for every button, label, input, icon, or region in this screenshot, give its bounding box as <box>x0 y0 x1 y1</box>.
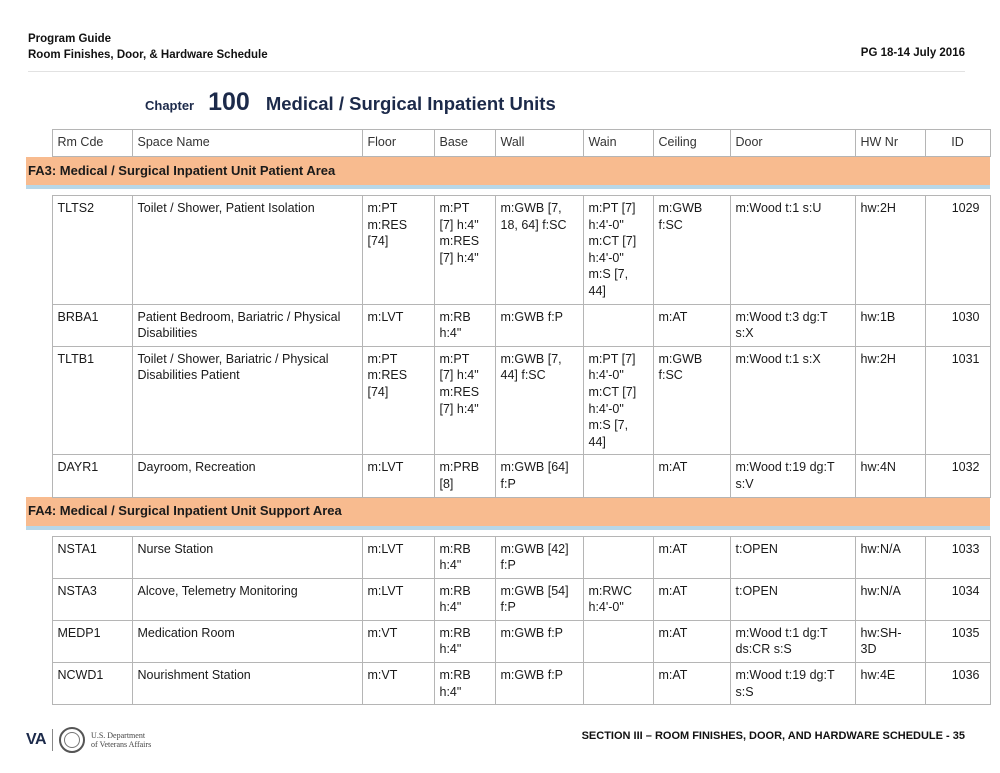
cell-line: TLTS2 <box>57 201 95 215</box>
cell-id <box>925 346 990 455</box>
cell-wain <box>583 346 653 455</box>
cell-rm-cde <box>52 196 132 305</box>
cell-line: ds:CR s:S <box>735 642 792 657</box>
cell-rm-cde <box>52 346 132 455</box>
col-header-base: Base <box>434 130 495 157</box>
cell-line: f:SC <box>658 368 683 383</box>
table-row <box>26 620 990 662</box>
va-wordmark: VA <box>26 731 47 748</box>
logo-divider <box>52 729 53 751</box>
cell-line: m:PT <box>367 351 398 366</box>
cell-line: h:4'-0" <box>588 600 624 615</box>
cell-line: m:LVT <box>367 583 404 598</box>
cell-line: m:LVT <box>367 460 404 475</box>
chapter-heading <box>145 88 556 117</box>
table-row <box>26 536 990 578</box>
cell-line: Disabilities Patient <box>137 368 240 383</box>
cell-line: h:4" <box>439 600 462 615</box>
header-divider <box>28 71 965 72</box>
cell-wall <box>495 663 583 705</box>
cell-line: m:PRB <box>439 460 480 475</box>
cell-line: f:P <box>500 476 516 491</box>
cell-line: h:4" <box>439 684 462 699</box>
cell-line: h:4'-0" <box>588 250 624 265</box>
cell-base <box>434 346 495 455</box>
cell-door <box>730 304 855 346</box>
cell-line: 18, 64] f:SC <box>500 217 567 232</box>
cell-line: 44] <box>588 283 606 298</box>
cell-wain <box>583 578 653 620</box>
col-header-wall: Wall <box>495 130 583 157</box>
cell-line: h:4'-0" <box>588 401 624 416</box>
cell-line: hw:4E <box>860 668 896 683</box>
cell-space-name <box>132 196 362 305</box>
footer-section-page: SECTION III – ROOM FINISHES, DOOR, AND HARDWARE SCHEDULE - 35 <box>581 730 965 742</box>
cell-wain <box>583 536 653 578</box>
chapter-label: Chapter <box>145 98 195 113</box>
cell-line: m:GWB f:P <box>500 309 563 324</box>
cell-door <box>730 196 855 305</box>
cell-wall <box>495 578 583 620</box>
cell-line: Dayroom, Recreation <box>137 460 256 475</box>
cell-line: m:AT <box>658 541 688 556</box>
col-header-hw-nr: HW Nr <box>855 130 925 157</box>
cell-line: m:S [7, <box>588 418 629 433</box>
cell-line: h:4'-0" <box>588 217 624 232</box>
cell-id <box>925 536 990 578</box>
cell-ceiling <box>653 578 730 620</box>
cell-line: m:Wood t:1 s:X <box>735 351 821 366</box>
cell-space-name <box>132 663 362 705</box>
cell-line: NSTA3 <box>57 583 97 598</box>
cell-line: 1030 <box>951 309 980 324</box>
cell-line: t:OPEN <box>735 541 778 556</box>
cell-line: m:CT [7] <box>588 234 637 249</box>
cell-line: m:Wood t:1 s:U <box>735 201 822 215</box>
cell-line: 1034 <box>951 583 980 598</box>
cell-line: NCWD1 <box>57 668 104 683</box>
header-program-guide: Program Guide <box>28 33 112 45</box>
col-header-id: ID <box>925 130 990 157</box>
cell-hw-nr <box>855 346 925 455</box>
cell-line: m:AT <box>658 625 688 640</box>
cell-space-name <box>132 578 362 620</box>
cell-line: h:4'-0" <box>588 368 624 383</box>
cell-line: m:CT [7] <box>588 384 637 399</box>
cell-space-name <box>132 536 362 578</box>
cell-ceiling <box>653 346 730 455</box>
section-header-row <box>26 157 990 188</box>
cell-ceiling <box>653 536 730 578</box>
cell-line: Toilet / Shower, Patient Isolation <box>137 201 315 215</box>
department-line-1: U.S. Department <box>91 731 146 740</box>
cell-line: Nourishment Station <box>137 668 251 683</box>
table-row <box>26 346 990 455</box>
cell-wall <box>495 536 583 578</box>
table-header-row <box>26 130 990 157</box>
cell-door <box>730 663 855 705</box>
cell-line: TLTB1 <box>57 351 95 366</box>
cell-line: m:AT <box>658 668 688 683</box>
cell-rm-cde <box>52 578 132 620</box>
cell-base <box>434 304 495 346</box>
chapter-number: 100 <box>208 88 250 116</box>
cell-floor <box>362 346 434 455</box>
cell-line: m:LVT <box>367 309 404 324</box>
cell-wall <box>495 196 583 305</box>
cell-line: 1035 <box>951 625 980 640</box>
cell-line: m:Wood t:19 dg:T <box>735 460 835 475</box>
cell-line: [8] <box>439 476 454 491</box>
cell-base <box>434 536 495 578</box>
cell-line: hw:1B <box>860 309 896 324</box>
cell-line: m:RWC <box>588 583 633 598</box>
col-header-ceiling: Ceiling <box>653 130 730 157</box>
cell-id <box>925 304 990 346</box>
cell-line: t:OPEN <box>735 583 778 598</box>
cell-line: m:RB <box>439 583 471 598</box>
cell-line: 44] f:SC <box>500 368 546 383</box>
cell-line: 1032 <box>951 460 980 475</box>
department-name <box>91 731 151 749</box>
va-seal-icon <box>59 727 85 753</box>
cell-line: m:GWB <box>658 351 703 366</box>
cell-line: m:GWB [42] <box>500 541 569 556</box>
section-header-row <box>26 497 990 528</box>
cell-line: Patient Bedroom, Bariatric / Physical <box>137 309 341 324</box>
cell-wall <box>495 620 583 662</box>
cell-hw-nr <box>855 455 925 497</box>
cell-line: hw:4N <box>860 460 896 475</box>
cell-floor <box>362 536 434 578</box>
cell-line: m:RES <box>439 384 480 399</box>
cell-ceiling <box>653 620 730 662</box>
va-logo <box>26 727 151 753</box>
table-row <box>26 196 990 305</box>
cell-line: m:RES <box>367 217 408 232</box>
cell-line: DAYR1 <box>57 460 99 475</box>
cell-wain <box>583 620 653 662</box>
cell-space-name <box>132 455 362 497</box>
cell-ceiling <box>653 304 730 346</box>
cell-line: m:PT <box>367 201 398 215</box>
table-row <box>26 578 990 620</box>
cell-wall <box>495 304 583 346</box>
cell-line: m:PT <box>439 351 470 366</box>
cell-wain <box>583 455 653 497</box>
cell-line: m:RB <box>439 668 471 683</box>
cell-space-name <box>132 304 362 346</box>
cell-rm-cde <box>52 455 132 497</box>
cell-wall <box>495 346 583 455</box>
cell-line: hw:2H <box>860 351 896 366</box>
col-header-floor: Floor <box>362 130 434 157</box>
cell-base <box>434 620 495 662</box>
table-body <box>26 157 990 705</box>
cell-line: m:RES <box>367 368 408 383</box>
cell-rm-cde <box>52 304 132 346</box>
cell-line: m:AT <box>658 309 688 324</box>
cell-line: 1031 <box>951 351 980 366</box>
cell-line: m:PT <box>439 201 470 215</box>
cell-id <box>925 455 990 497</box>
cell-line: m:GWB <box>658 201 703 215</box>
department-line-2: of Veterans Affairs <box>91 740 152 749</box>
cell-line: m:S [7, <box>588 267 629 282</box>
cell-line: 1029 <box>951 201 980 215</box>
cell-door <box>730 346 855 455</box>
cell-line: 44] <box>588 434 606 449</box>
section-title: FA4: Medical / Surgical Inpatient Unit Support Area <box>26 497 990 528</box>
cell-line: m:RES <box>439 234 480 249</box>
cell-line: m:AT <box>658 460 688 475</box>
cell-ceiling <box>653 663 730 705</box>
cell-line: hw:2H <box>860 201 896 215</box>
cell-line: [7] h:4" <box>439 401 479 416</box>
cell-line: [7] h:4" <box>439 368 479 383</box>
cell-space-name <box>132 346 362 455</box>
table-row <box>26 663 990 705</box>
cell-line: m:AT <box>658 583 688 598</box>
cell-door <box>730 536 855 578</box>
cell-base <box>434 578 495 620</box>
cell-line: 1036 <box>951 668 980 683</box>
cell-id <box>925 663 990 705</box>
document-header <box>28 31 268 63</box>
cell-hw-nr <box>855 663 925 705</box>
cell-door <box>730 578 855 620</box>
cell-hw-nr <box>855 578 925 620</box>
col-header-wain: Wain <box>583 130 653 157</box>
cell-line: h:4" <box>439 326 462 341</box>
cell-ceiling <box>653 196 730 305</box>
table-row <box>26 304 990 346</box>
cell-line: Toilet / Shower, Bariatric / Physical <box>137 351 329 366</box>
cell-wain <box>583 196 653 305</box>
cell-line: m:RB <box>439 541 471 556</box>
cell-line: m:VT <box>367 668 398 683</box>
cell-line: [7] h:4" <box>439 217 479 232</box>
document-footer <box>26 718 965 758</box>
cell-line: [74] <box>367 384 389 399</box>
cell-wall <box>495 455 583 497</box>
cell-id <box>925 578 990 620</box>
header-doc-id: PG 18-14 July 2016 <box>860 47 965 59</box>
cell-line: m:VT <box>367 625 398 640</box>
cell-rm-cde <box>52 536 132 578</box>
cell-rm-cde <box>52 620 132 662</box>
cell-hw-nr <box>855 536 925 578</box>
cell-floor <box>362 455 434 497</box>
cell-base <box>434 663 495 705</box>
cell-floor <box>362 620 434 662</box>
cell-line: s:S <box>735 684 754 699</box>
cell-line: m:Wood t:19 dg:T <box>735 668 835 683</box>
cell-line: m:Wood t:1 dg:T <box>735 625 828 640</box>
cell-line: m:PT [7] <box>588 351 636 366</box>
cell-door <box>730 455 855 497</box>
cell-id <box>925 196 990 305</box>
cell-line: h:4" <box>439 558 462 573</box>
header-schedule-title: Room Finishes, Door, & Hardware Schedule <box>28 49 268 61</box>
cell-line: [74] <box>367 234 389 249</box>
cell-line: m:LVT <box>367 541 404 556</box>
cell-line: m:GWB f:P <box>500 625 563 640</box>
cell-line: m:GWB [64] <box>500 460 569 475</box>
cell-line: 1033 <box>951 541 980 556</box>
chapter-title: Medical / Surgical Inpatient Units <box>265 93 556 114</box>
cell-floor <box>362 578 434 620</box>
cell-line: BRBA1 <box>57 309 99 324</box>
cell-hw-nr <box>855 196 925 305</box>
cell-line: m:RB <box>439 625 471 640</box>
cell-hw-nr <box>855 304 925 346</box>
cell-door <box>730 620 855 662</box>
col-header-space-name: Space Name <box>132 130 362 157</box>
cell-floor <box>362 663 434 705</box>
cell-floor <box>362 304 434 346</box>
cell-line: m:PT [7] <box>588 201 636 215</box>
cell-rm-cde <box>52 663 132 705</box>
cell-line: hw:SH- <box>860 625 902 640</box>
cell-line: f:P <box>500 558 516 573</box>
cell-line: Medication Room <box>137 625 235 640</box>
table-row <box>26 455 990 497</box>
cell-base <box>434 455 495 497</box>
cell-line: s:X <box>735 326 754 341</box>
cell-line: f:SC <box>658 217 683 232</box>
cell-line: m:Wood t:3 dg:T <box>735 309 828 324</box>
cell-ceiling <box>653 455 730 497</box>
cell-line: m:GWB [54] <box>500 583 569 598</box>
schedule-table <box>26 129 991 705</box>
cell-line: 3D <box>860 642 877 657</box>
cell-line: [7] h:4" <box>439 250 479 265</box>
cell-space-name <box>132 620 362 662</box>
section-title: FA3: Medical / Surgical Inpatient Unit Patient Area <box>26 157 990 188</box>
cell-line: Nurse Station <box>137 541 214 556</box>
cell-id <box>925 620 990 662</box>
cell-line: m:GWB [7, <box>500 351 562 366</box>
col-header-door: Door <box>730 130 855 157</box>
cell-line: s:V <box>735 476 754 491</box>
cell-base <box>434 196 495 305</box>
cell-line: hw:N/A <box>860 541 901 556</box>
cell-line: m:RB <box>439 309 471 324</box>
cell-line: Disabilities <box>137 326 198 341</box>
cell-line: m:GWB [7, <box>500 201 562 215</box>
cell-hw-nr <box>855 620 925 662</box>
cell-wain <box>583 663 653 705</box>
cell-line: MEDP1 <box>57 625 101 640</box>
cell-wain <box>583 304 653 346</box>
cell-line: h:4" <box>439 642 462 657</box>
cell-line: m:GWB f:P <box>500 668 563 683</box>
cell-line: NSTA1 <box>57 541 97 556</box>
cell-line: f:P <box>500 600 516 615</box>
cell-floor <box>362 196 434 305</box>
cell-line: hw:N/A <box>860 583 901 598</box>
cell-line: Alcove, Telemetry Monitoring <box>137 583 298 598</box>
col-header-rm-cde: Rm Cde <box>52 130 132 157</box>
